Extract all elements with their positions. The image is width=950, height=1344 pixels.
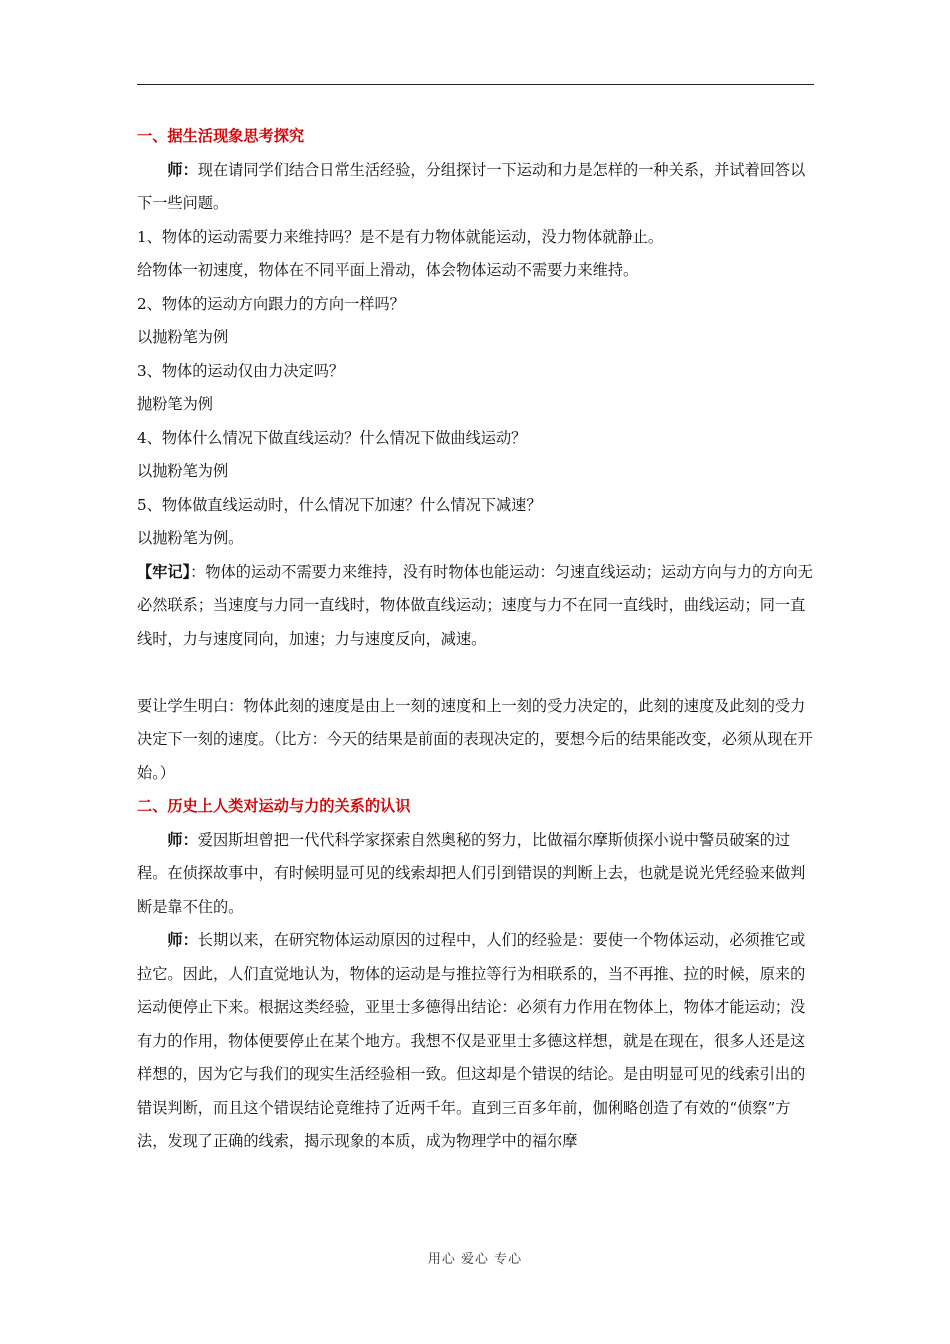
question-line: 3、物体的运动仅由力决定吗？ [137, 361, 345, 380]
teacher-text: 爱因斯坦曾把一代代科学家探索自然奥秘的努力，比做福尔摩斯侦探小说中警员破案的过程。在侦探故事中，有时候明显可见的线索却把人们引到错误的判断上去，也就是说光凭经验来做判断是靠不住的。 [137, 830, 806, 916]
teacher-text: 现在请同学们结合日常生活经验，分组探讨一下运动和力是怎样的一种关系，并试着回答以下一些问题。 [137, 160, 806, 212]
question-line: 5、物体做直线运动时，什么情况下加速？什么情况下减速？ [137, 495, 542, 514]
page-footer: 用心 爱心 专心 [427, 1252, 523, 1267]
answer-line: 以抛粉笔为例。 [137, 529, 244, 547]
answer-line: 以抛粉笔为例 [137, 328, 229, 346]
section1-heading: 一、据生活现象思考探究 [137, 127, 305, 145]
teacher-label: 师： [167, 160, 198, 179]
paragraph-gap [137, 656, 814, 690]
teacher-text: 长期以来，在研究物体运动原因的过程中，人们的经验是：要使一个物体运动，必须推它或拉它。因此，人们直觉地认为，物体的运动是与推拉等行为相联系的，当不再推、拉的时候，原来的运动便停止下来。根据这类经验，亚里士多德得出结论：必须有力作用在物体上，物体才能运动；没有力的作用，物体便要停止在某个地方。我想不仅是亚里士多德这样想，就是在现在，很多人还是这样想的，因为它与我们的现实生活经验相一致。但这却是个错误的结论。是由明显可见的线索引出的错误判断，而且这个错误结论竟维持了近两千年。直到三百多年前，伽俐略创造了有效的“侦察”方法，发现了正确的线索，揭示现象的本质，成为物理学中的福尔摩 [137, 931, 806, 1150]
remember-text: ：物体的运动不需要力来维持，没有时物体也能运动：匀速直线运动；运动方向与力的方向无必然联系；当速度与力同一直线时，物体做直线运动；速度与力不在同一直线时，曲线运动；同一直线时，力与速度同向，加速；力与速度反向，减速。 [137, 562, 813, 648]
teacher-paragraph-2 [137, 824, 814, 925]
question-line: 1、物体的运动需要力来维持吗？是不是有力物体就能运动，没力物体就静止。 [137, 227, 664, 246]
question-line: 4、物体什么情况下做直线运动？什么情况下做曲线运动？ [137, 428, 527, 447]
answer-line: 给物体一初速度，物体在不同平面上滑动，体会物体运动不需要力来维持。 [137, 261, 639, 279]
section2-heading: 二、历史上人类对运动与力的关系的认识 [137, 797, 411, 815]
teacher-label: 师： [167, 830, 198, 849]
teacher-label: 师： [167, 931, 198, 949]
answer-line: 以抛粉笔为例 [137, 462, 229, 480]
teacher-paragraph-3 [137, 924, 814, 1159]
remember-paragraph [137, 556, 814, 657]
note-paragraph: 要让学生明白：物体此刻的速度是由上一刻的速度和上一刻的受力决定的，此刻的速度及此刻的受力决定下一刻的速度。（比方：今天的结果是前面的表现决定的，要想今后的结果能改变，必须从现在开始。） [137, 696, 813, 782]
answer-line: 抛粉笔为例 [137, 395, 213, 413]
document-body [137, 120, 814, 1159]
remember-label: 【牢记】 [137, 562, 191, 581]
question-line: 2、物体的运动方向跟力的方向一样吗？ [137, 294, 405, 313]
header-rule [137, 84, 814, 85]
teacher-paragraph-1 [137, 154, 814, 221]
